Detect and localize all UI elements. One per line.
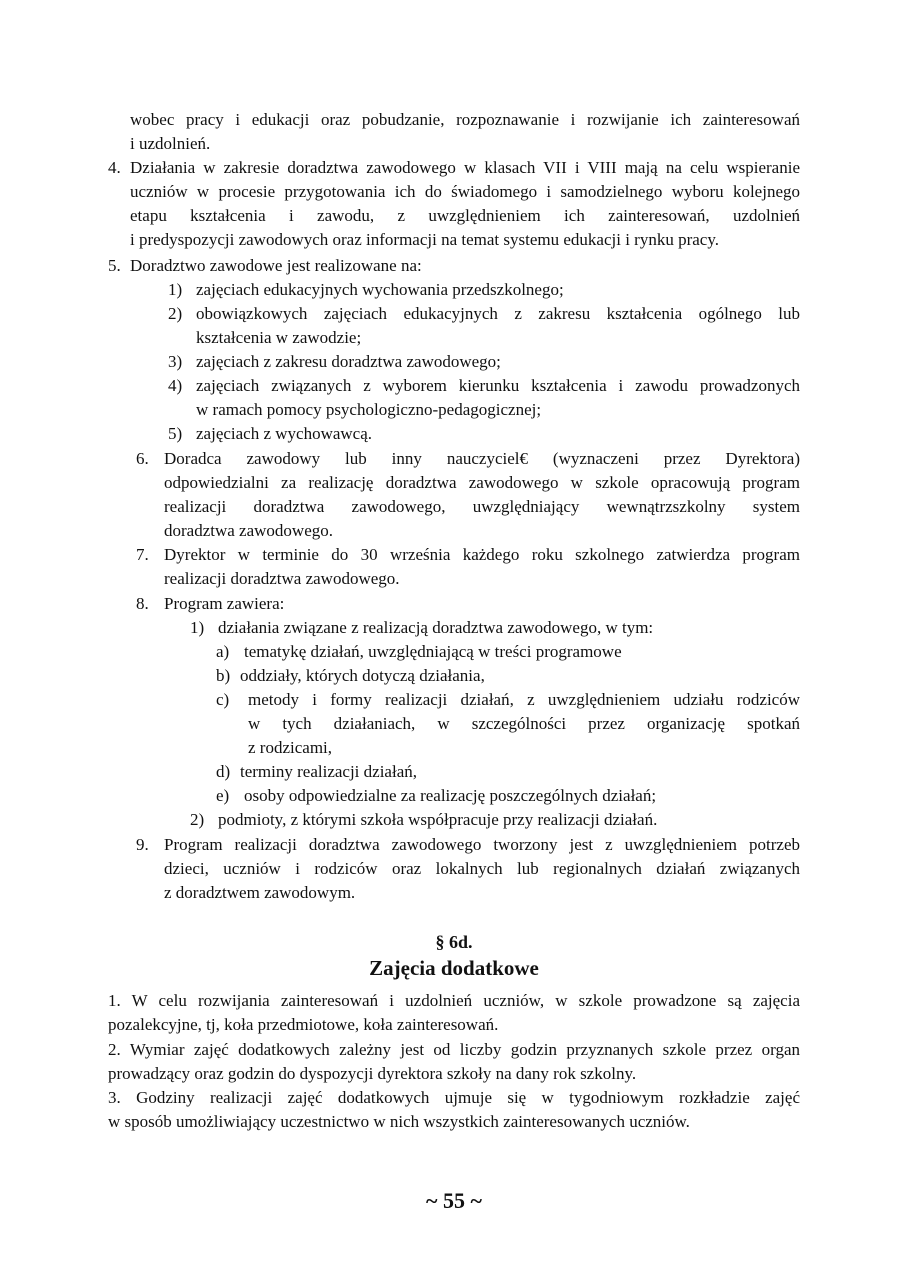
section-title: Zajęcia dodatkowe <box>369 956 539 980</box>
sublist-number: 1) <box>190 618 205 637</box>
letter-item-marker: d) <box>216 762 231 781</box>
sublist-line: zajęciach z wychowawcą. <box>196 424 373 443</box>
list-number: 9. <box>136 835 149 854</box>
list-item-line: odpowiedzialni za realizację doradztwa zawodowego w szkole opracowują program <box>164 473 800 492</box>
list-item-line: Program realizacji doradztwa zawodowego tworzony jest z uwzględnieniem potrzeb <box>164 835 800 854</box>
list-item-line: i predyspozycji zawodowych oraz informacji na temat systemu edukacji i rynku pracy. <box>130 230 719 249</box>
paragraph-line: wobec pracy i edukacji oraz pobudzanie, rozpoznawanie i rozwijanie ich zainteresowań <box>130 110 800 129</box>
letter-item-line: metody i formy realizacji działań, z uwzględnieniem udziału rodziców <box>248 690 800 709</box>
sublist-line: obowiązkowych zajęciach edukacyjnych z zakresu kształcenia ogólnego lub <box>196 304 800 323</box>
paragraph-line: 2. Wymiar zajęć dodatkowych zależny jest od liczby godzin przyznanych szkole przez organ <box>108 1040 800 1059</box>
letter-item-marker: a) <box>216 642 230 661</box>
letter-item-line: tematykę działań, uwzględniającą w treści programowe <box>244 642 622 661</box>
list-item-line: uczniów w procesie przygotowania ich do świadomego i samodzielnego wyboru kolejnego <box>130 182 800 201</box>
paragraph-line: i uzdolnień. <box>130 134 211 153</box>
list-number: 8. <box>136 594 149 613</box>
list-item-line: Program zawiera: <box>164 594 285 613</box>
section-number: § 6d. <box>435 932 473 952</box>
sublist-line: w ramach pomocy psychologiczno-pedagogicznej; <box>196 400 542 419</box>
list-item-line: Doradztwo zawodowe jest realizowane na: <box>130 256 422 275</box>
sublist-line: kształcenia w zawodzie; <box>196 328 362 347</box>
sublist-line: zajęciach edukacyjnych wychowania przedszkolnego; <box>196 280 564 299</box>
letter-item-line: terminy realizacji działań, <box>240 762 417 781</box>
sublist-number: 3) <box>168 352 183 371</box>
sublist-number: 5) <box>168 424 183 443</box>
paragraph-line: 3. Godziny realizacji zajęć dodatkowych ujmuje się w tygodniowym rozkładzie zajęć <box>108 1088 800 1107</box>
list-item-line: dzieci, uczniów i rodziców oraz lokalnych lub regionalnych działań związanych <box>164 859 800 878</box>
paragraph-line: w sposób umożliwiający uczestnictwo w nich wszystkich zainteresowanych uczniów. <box>108 1112 690 1131</box>
list-item-line: etapu kształcenia i zawodu, z uwzględnieniem ich zainteresowań, uzdolnień <box>130 206 800 225</box>
sublist-number: 4) <box>168 376 183 395</box>
list-item-line: Dyrektor w terminie do 30 września każdego roku szkolnego zatwierdza program <box>164 545 800 564</box>
list-number: 5. <box>108 256 121 275</box>
letter-item-marker: b) <box>216 666 231 685</box>
sublist-line: działania związane z realizacją doradztwa zawodowego, w tym: <box>218 618 654 637</box>
list-number: 7. <box>136 545 149 564</box>
letter-item-line: z rodzicami, <box>248 738 333 757</box>
page-number: ~ 55 ~ <box>426 1188 482 1213</box>
letter-item-line: oddziały, których dotyczą działania, <box>240 666 485 685</box>
list-item-line: Działania w zakresie doradztwa zawodowego w klasach VII i VIII mają na celu wspieranie <box>130 158 800 177</box>
sublist-number: 2) <box>190 810 205 829</box>
paragraph-line: 1. W celu rozwijania zainteresowań i uzdolnień uczniów, w szkole prowadzone są zajęcia <box>108 991 800 1010</box>
list-item-line: z doradztwem zawodowym. <box>164 883 356 902</box>
letter-item-line: osoby odpowiedzialne za realizację poszczególnych działań; <box>244 786 657 805</box>
list-number: 6. <box>136 449 149 468</box>
letter-item-line: w tych działaniach, w szczególności przez organizację spotkań <box>248 714 800 733</box>
list-number: 4. <box>108 158 121 177</box>
sublist-line: zajęciach związanych z wyborem kierunku kształcenia i zawodu prowadzonych <box>196 376 800 395</box>
list-item-line: doradztwa zawodowego. <box>164 521 333 540</box>
list-item-line: Doradca zawodowy lub inny nauczyciel€ (wyznaczeni przez Dyrektora) <box>164 449 800 468</box>
letter-item-marker: e) <box>216 786 230 805</box>
paragraph-line: prowadzący oraz godzin do dyspozycji dyrektora szkoły na dany rok szkolny. <box>108 1064 637 1083</box>
sublist-number: 2) <box>168 304 183 323</box>
sublist-line: podmioty, z którymi szkoła współpracuje przy realizacji działań. <box>218 810 658 829</box>
sublist-line: zajęciach z zakresu doradztwa zawodowego; <box>196 352 501 371</box>
sublist-number: 1) <box>168 280 183 299</box>
paragraph-line: pozalekcyjne, tj, koła przedmiotowe, koła zainteresowań. <box>108 1015 499 1034</box>
list-item-line: realizacji doradztwa zawodowego, uwzględniający wewnątrzszkolny system <box>164 497 800 516</box>
list-item-line: realizacji doradztwa zawodowego. <box>164 569 400 588</box>
letter-item-marker: c) <box>216 690 230 709</box>
